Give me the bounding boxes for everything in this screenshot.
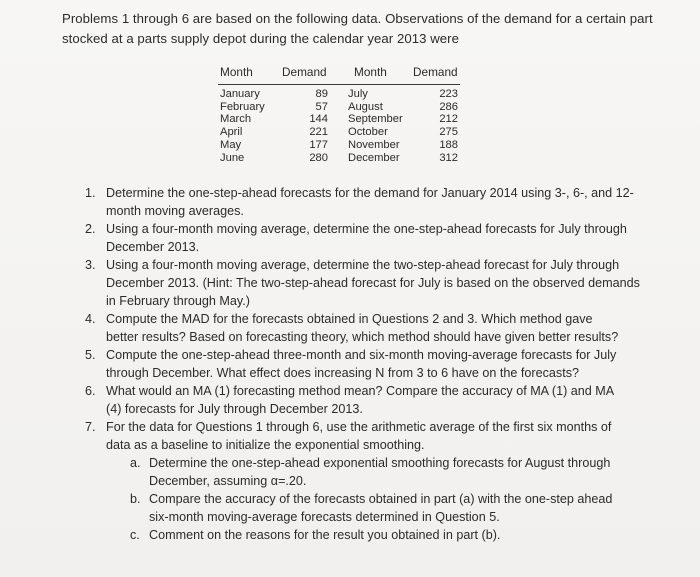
demand-cell: 188 <box>439 138 458 151</box>
question-text: data as a baseline to initialize the exponential smoothing. <box>106 438 425 452</box>
demand-cell: 286 <box>439 100 458 113</box>
question-text: Using a four-month moving average, determine the two-step-ahead forecast for July through <box>106 258 620 272</box>
demand-cell: 312 <box>439 151 458 164</box>
question-text: Using a four-month moving average, determine the one-step-ahead forecasts for July through <box>106 222 627 236</box>
subquestion-text: December, assuming α=.20. <box>149 474 307 488</box>
question-text: December 2013. <box>106 240 200 254</box>
demand-cell: 221 <box>309 126 328 139</box>
question-text: For the data for Questions 1 through 6, use the arithmetic average of the first six months of <box>106 420 612 434</box>
question-number: 5. <box>85 348 96 362</box>
question-number: 6. <box>85 384 96 398</box>
header-divider <box>218 84 460 85</box>
question-text: (4) forecasts for July through December 2013. <box>106 402 363 416</box>
question-item <box>85 256 685 310</box>
subquestion-letter: c. <box>130 528 140 542</box>
question-text: What would an MA (1) forecasting method mean? Compare the accuracy of MA (1) and MA <box>106 384 615 398</box>
question-item <box>85 346 685 382</box>
month-cell: July <box>348 88 368 100</box>
header-month-right: Month <box>354 65 387 79</box>
subquestion-item <box>85 454 685 490</box>
question-number: 1. <box>85 186 96 200</box>
demand-cell: 177 <box>309 138 328 151</box>
question-number: 3. <box>85 258 96 272</box>
subquestion-item <box>85 526 685 544</box>
subquestion-item <box>85 490 685 526</box>
question-number: 2. <box>85 222 96 236</box>
question-text: better results? Based on forecasting theory, which method should have given better results? <box>106 330 619 344</box>
demand-cell: 223 <box>439 88 458 100</box>
question-item <box>85 184 685 220</box>
question-list <box>85 184 685 544</box>
intro-line: stocked at a parts supply depot during the calendar year 2013 were <box>62 30 459 46</box>
month-cell: November <box>348 138 400 151</box>
subquestion-letter: a. <box>130 456 141 470</box>
demand-cell: 275 <box>439 126 458 139</box>
demand-cell: 280 <box>309 151 328 164</box>
month-cell: September <box>348 113 403 126</box>
month-cell: January <box>220 88 260 100</box>
question-text: month moving averages. <box>106 204 244 218</box>
month-cell: May <box>220 138 242 151</box>
month-cell: August <box>348 100 383 113</box>
month-cell: October <box>348 126 388 139</box>
month-cell: February <box>220 100 265 113</box>
header-demand-left: Demand <box>282 65 327 79</box>
demand-cell: 89 <box>315 88 328 100</box>
demand-cell: 144 <box>309 113 328 126</box>
question-item <box>85 310 685 346</box>
right-demand-column <box>414 88 458 164</box>
demand-cell: 212 <box>439 113 458 126</box>
header-month-left: Month <box>220 65 253 79</box>
question-item <box>85 382 685 418</box>
question-number: 7. <box>85 420 96 434</box>
question-text: Compute the MAD for the forecasts obtained in Questions 2 and 3. Which method gave <box>106 312 593 326</box>
header-demand-right: Demand <box>413 65 458 79</box>
left-month-column <box>220 88 265 164</box>
month-cell: April <box>220 126 243 139</box>
question-number: 4. <box>85 312 96 326</box>
demand-cell: 57 <box>315 100 328 113</box>
right-month-column <box>348 88 403 164</box>
month-cell: March <box>220 113 252 126</box>
subquestion-text: Determine the one-step-ahead exponential smoothing forecasts for August through <box>149 456 611 470</box>
month-cell: December <box>348 151 400 164</box>
month-cell: June <box>220 151 245 164</box>
subquestion-letter: b. <box>130 492 141 506</box>
question-text: through December. What effect does increasing N from 3 to 6 have on the forecasts? <box>106 366 579 380</box>
subquestion-text: six-month moving-average forecasts determined in Question 5. <box>149 510 500 524</box>
question-text: Compute the one-step-ahead three-month and six-month moving-average forecasts for July <box>106 348 617 362</box>
question-item <box>85 220 685 256</box>
question-text: in February through May.) <box>106 294 250 308</box>
question-text: Determine the one-step-ahead forecasts for the demand for January 2014 using 3-, 6-, and 12- <box>106 186 634 200</box>
intro-paragraph <box>62 9 682 48</box>
intro-line: Problems 1 through 6 are based on the following data. Observations of the demand for a certain part <box>62 11 653 26</box>
subquestion-text: Compare the accuracy of the forecasts obtained in part (a) with the one-step ahead <box>149 492 613 506</box>
subquestion-text: Comment on the reasons for the result you obtained in part (b). <box>149 528 501 542</box>
left-demand-column <box>282 88 328 164</box>
question-text: December 2013. (Hint: The two-step-ahead forecast for July is based on the observed demands <box>106 276 640 290</box>
question-item <box>85 418 685 454</box>
